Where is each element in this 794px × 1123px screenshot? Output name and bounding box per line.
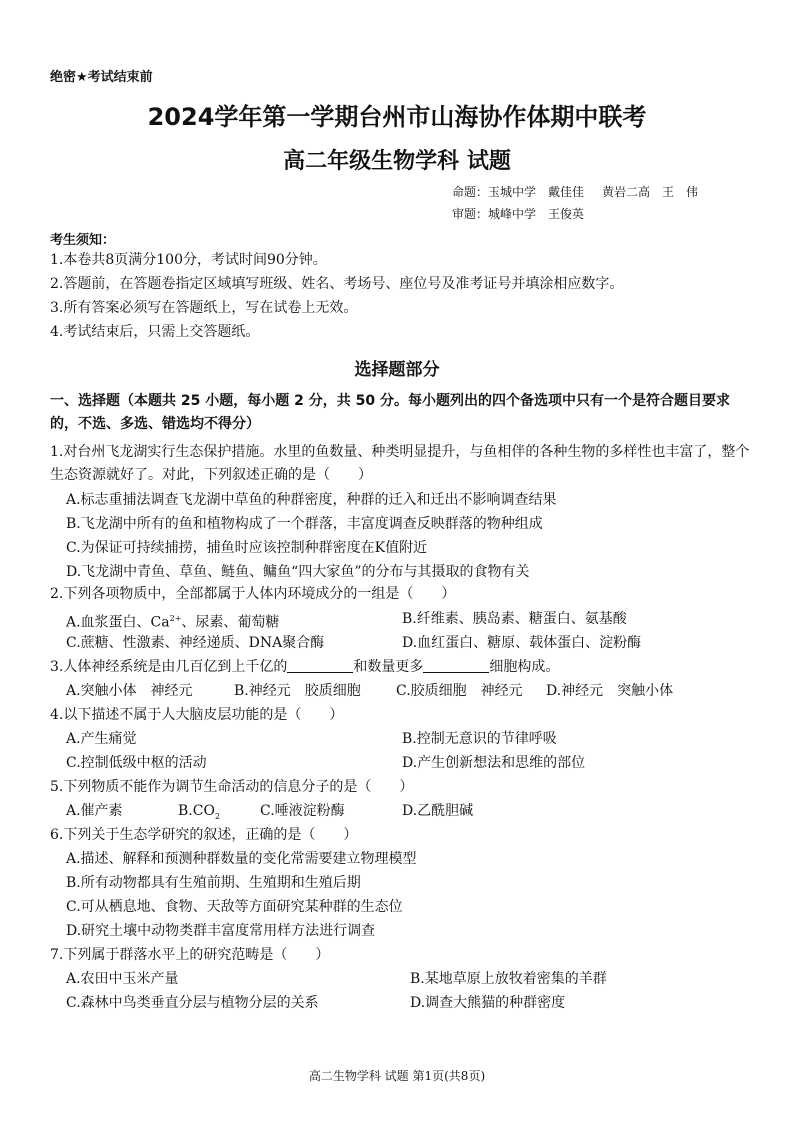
question-2-option-b: B.纤维素、胰岛素、糖蛋白、氨基酸 (402, 611, 627, 627)
notice-item: 2.答题前，在答题卷指定区域填写班级、姓名、考场号、座位号及准考证号并填涂相应数字。 (50, 276, 624, 292)
question-7-option-d: D.调查大熊猫的种群密度 (410, 995, 566, 1011)
question-2-stem: 2.下列各项物质中，全部都属于人体内环境成分的一组是（ ） (50, 586, 456, 602)
author-setter-1: 命题：玉城中学 戴佳佳 (452, 185, 585, 199)
question-5-option-b: $B.CO_2$ (178, 803, 221, 821)
notice-item: 1.本卷共8页满分100分，考试时间90分钟。 (50, 252, 327, 268)
section-instruction: 一、选择题（本题共 25 小题，每小题 2 分，共 50 分。每小题列出的四个备选项中只有一个是符合题目要求的，不选、多选、错选均不得分） (50, 393, 730, 432)
question-5-option-d: D.乙酰胆碱 (402, 803, 474, 819)
answer-blank-2 (423, 658, 489, 673)
question-7-option-c: C.森林中鸟类垂直分层与植物分层的关系 (66, 995, 319, 1011)
question-2-option-c: C.蔗糖、性激素、神经递质、DNA聚合酶 (66, 635, 325, 651)
question-1-option-b: B.飞龙湖中所有的鱼和植物构成了一个群落，丰富度调查反映群落的物种组成 (66, 516, 543, 532)
answer-blank-1 (287, 658, 353, 673)
question-2-option-a: A.血浆蛋白、$Ca^{2+}$、尿素、葡萄糖 (66, 614, 280, 631)
question-6-option-a: A.描述、解释和预测种群数量的变化常需要建立物理模型 (66, 851, 417, 867)
question-1-stem: 1.对台州飞龙湖实行生态保护措施。水里的鱼数量、种类明显提升，与鱼相伴的各种生物的多样性也丰富了，整个生态资源就好了。对此，下列叙述正确的是（ ） (50, 444, 750, 483)
question-3-option-c: C.胶质细胞 神经元 (396, 683, 523, 699)
question-7-option-a: A.农田中玉米产量 (66, 971, 179, 987)
question-5-option-a: A.催产素 (66, 803, 123, 819)
question-2-option-d: D.血红蛋白、糖原、载体蛋白、淀粉酶 (402, 635, 642, 651)
confidential-label: 绝密★考试结束前 (50, 70, 153, 85)
question-3-option-b: B.神经元 胶质细胞 (234, 683, 361, 699)
question-3-option-d: D.神经元 突触小体 (546, 683, 674, 699)
question-1-option-d: D.飞龙湖中青鱼、草鱼、鲢鱼、鳙鱼“四大家鱼”的分布与其摄取的食物有关 (66, 564, 530, 580)
question-3-stem: 3.人体神经系统是由几百亿到上千亿的 和数量更多 细胞构成。 (50, 659, 560, 675)
page-footer: 高二生物学科 试题 第1页(共8页) (308, 1069, 486, 1083)
question-5-option-c: C.唾液淀粉酶 (260, 803, 345, 819)
question-6-option-d: D.研究土壤中动物类群丰富度常用样方法进行调查 (66, 923, 376, 939)
question-1-option-a: A.标志重捕法调查飞龙湖中草鱼的种群密度，种群的迁入和迁出不影响调查结果 (66, 492, 557, 508)
question-4-option-c: C.控制低级中枢的活动 (66, 755, 207, 771)
question-6-option-c: C.可从栖息地、食物、天敌等方面研究某种群的生态位 (66, 899, 403, 915)
notice-title: 考生须知： (50, 233, 116, 248)
question-5-stem: 5.下列物质不能作为调节生命活动的信息分子的是（ ） (50, 779, 414, 795)
notice-item: 3.所有答案必须写在答题纸上，写在试卷上无效。 (50, 300, 358, 316)
section-title: 选择题部分 (354, 360, 440, 380)
question-6-option-b: B.所有动物都具有生殖前期、生殖期和生殖后期 (66, 875, 361, 891)
question-4-stem: 4.以下描述不属于人大脑皮层功能的是（ ） (50, 707, 344, 723)
question-7-stem: 7.下列属于群落水平上的研究范畴是（ ） (50, 947, 330, 963)
question-1-option-c: C.为保证可持续捕捞，捕鱼时应该控制种群密度在K值附近 (66, 540, 428, 556)
notice-item: 4.考试结束后，只需上交答题纸。 (50, 324, 260, 340)
question-3-option-a: A.突触小体 神经元 (66, 683, 193, 699)
question-4-option-b: B.控制无意识的节律呼吸 (402, 731, 557, 747)
question-4-option-a: A.产生痛觉 (66, 731, 137, 747)
exam-subtitle: 高二年级生物学科 试题 (283, 149, 511, 174)
author-line-1 (452, 183, 698, 200)
question-6-stem: 6.下列关于生态学研究的叙述，正确的是（ ） (50, 827, 358, 843)
author-setter-2: 黄岩二高 王 伟 (602, 185, 699, 199)
exam-title: 2024学年第一学期台州市山海协作体期中联考 (147, 103, 647, 131)
author-line-2: 审题：城峰中学 王俊英 (452, 207, 585, 221)
question-7-option-b: B.某地草原上放牧着密集的羊群 (410, 971, 607, 987)
question-4-option-d: D.产生创新想法和思维的部位 (402, 755, 586, 771)
